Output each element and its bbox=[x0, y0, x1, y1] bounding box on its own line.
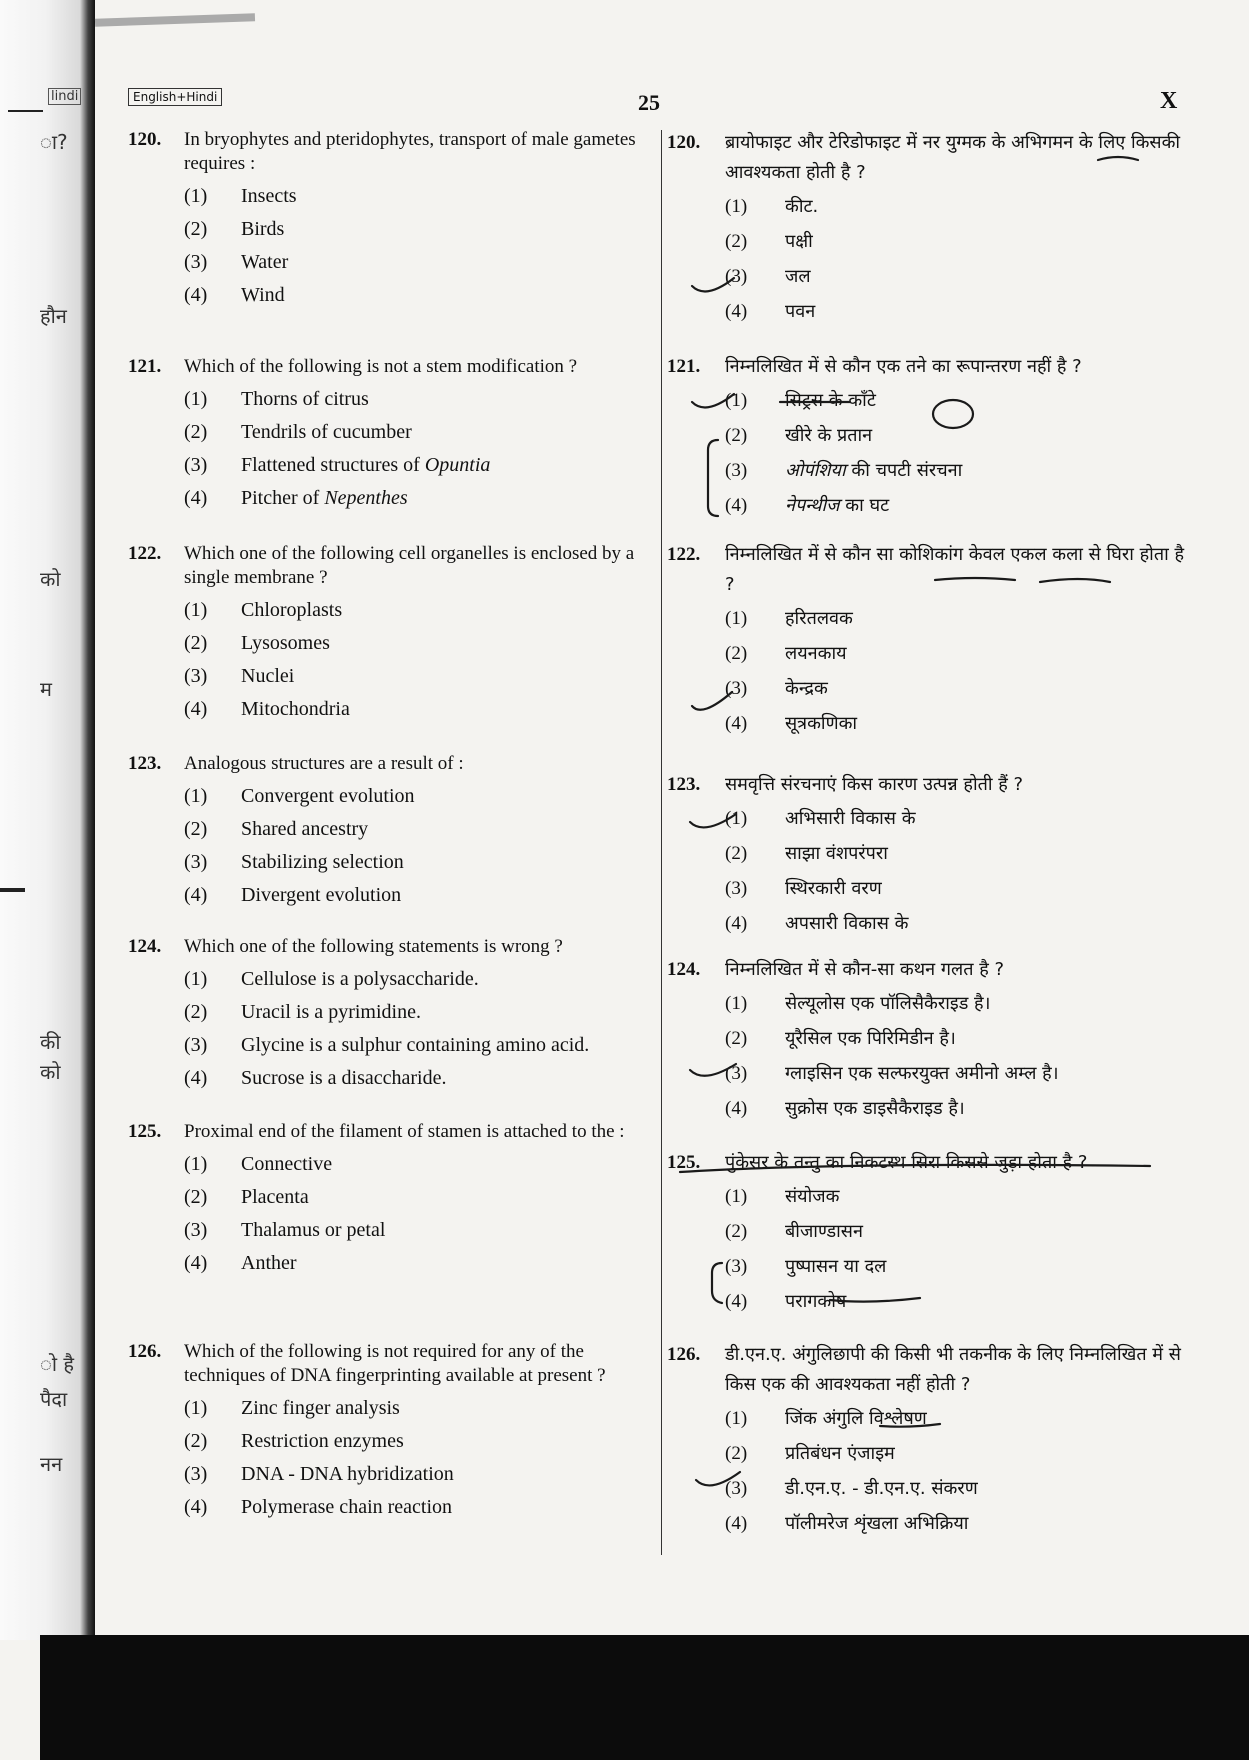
question-text: निम्नलिखित में से कौन सा कोशिकांग केवल एकल कला से घिरा होता है ? bbox=[725, 544, 1185, 595]
option: (3) डी.एन.ए. - डी.एन.ए. संकरण bbox=[725, 1478, 978, 1499]
option: (1) संयोजक bbox=[725, 1186, 840, 1207]
option: (1) Cellulose is a polysaccharide. bbox=[184, 968, 479, 990]
margin-fragment: को bbox=[40, 1060, 61, 1084]
margin-fragment: हौन bbox=[40, 304, 67, 328]
question-number: 126. bbox=[128, 1341, 162, 1362]
question-123-hi bbox=[667, 770, 1187, 946]
question-number: 126. bbox=[667, 1344, 701, 1365]
margin-fragment: म bbox=[40, 677, 52, 701]
option: (3) DNA - DNA hybridization bbox=[184, 1463, 454, 1485]
option: (4) नेपन्थीज का घट bbox=[725, 495, 890, 516]
option: (4) Mitochondria bbox=[184, 698, 350, 720]
option: (3) स्थिरकारी वरण bbox=[725, 878, 882, 899]
option: (4) Sucrose is a disaccharide. bbox=[184, 1067, 447, 1089]
question-121-en bbox=[128, 355, 648, 519]
question-125-hi bbox=[667, 1148, 1187, 1324]
option: (1) सिट्रस के काँटे bbox=[725, 390, 876, 411]
option: (1) अभिसारी विकास के bbox=[725, 808, 916, 829]
option: (2) प्रतिबंधन एंजाइम bbox=[725, 1443, 895, 1464]
option: (1) सेल्यूलोस एक पॉलिसैकैराइड है। bbox=[725, 993, 991, 1014]
question-121-hi bbox=[667, 352, 1187, 528]
option: (3) Nuclei bbox=[184, 665, 295, 687]
scan-bottom-band bbox=[40, 1635, 1249, 1760]
option: (3) केन्द्रक bbox=[725, 678, 828, 699]
question-text: In bryophytes and pteridophytes, transport of male gametes requires : bbox=[184, 129, 636, 174]
option: (3) Glycine is a sulphur containing amino acid. bbox=[184, 1034, 590, 1056]
scan-edge bbox=[95, 13, 255, 27]
option: (1) Chloroplasts bbox=[184, 599, 343, 621]
margin-fragment: की bbox=[40, 1030, 61, 1054]
option: (2) Uracil is a pyrimidine. bbox=[184, 1001, 421, 1023]
question-number: 124. bbox=[667, 959, 701, 980]
margin-fragment: नन bbox=[40, 1452, 63, 1476]
option: (1) जिंक अंगुलि विश्लेषण bbox=[725, 1408, 927, 1429]
question-120-en bbox=[128, 128, 648, 316]
question-number: 121. bbox=[128, 356, 162, 377]
option: (2) बीजाण्डासन bbox=[725, 1221, 863, 1242]
question-text: ब्रायोफाइट और टेरिडोफाइट में नर युग्मक के अभिगमन के लिए किसकी आवश्यकता होती है ? bbox=[725, 132, 1181, 183]
question-number: 120. bbox=[667, 132, 701, 153]
question-number: 121. bbox=[667, 356, 701, 377]
option: (3) पुष्पासन या दल bbox=[725, 1256, 887, 1277]
column-divider bbox=[661, 130, 662, 1555]
question-126-hi bbox=[667, 1340, 1187, 1546]
option: (2) Shared ancestry bbox=[184, 818, 369, 840]
option: (4) सुक्रोस एक डाइसैकैराइड है। bbox=[725, 1098, 965, 1119]
question-text: डी.एन.ए. अंगुलिछापी की किसी भी तकनीक के लिए निम्नलिखित में से किस एक की आवश्यकता नहीं होती ? bbox=[725, 1344, 1181, 1395]
question-number: 125. bbox=[667, 1152, 701, 1173]
question-number: 122. bbox=[667, 544, 701, 565]
option: (1) Thorns of citrus bbox=[184, 388, 369, 410]
margin-fragment: lindi bbox=[48, 88, 81, 105]
option: (1) Zinc finger analysis bbox=[184, 1397, 400, 1419]
option: (2) पक्षी bbox=[725, 231, 813, 252]
option: (3) Flattened structures of Opuntia bbox=[184, 454, 491, 476]
option: (2) Restriction enzymes bbox=[184, 1430, 404, 1452]
option: (4) Polymerase chain reaction bbox=[184, 1496, 453, 1518]
option: (4) Pitcher of Nepenthes bbox=[184, 487, 408, 509]
page-number: 25 bbox=[638, 90, 660, 115]
margin-rule bbox=[8, 110, 43, 112]
margin-fragment: ा? bbox=[40, 130, 68, 154]
question-number: 125. bbox=[128, 1121, 162, 1142]
question-text: Which of the following is not required for any of the techniques of DNA fingerprinting available at present ? bbox=[184, 1341, 606, 1386]
option: (2) Birds bbox=[184, 218, 285, 240]
option: (4) पवन bbox=[725, 301, 816, 322]
language-tag: English+Hindi bbox=[128, 88, 222, 106]
question-text: Proximal end of the filament of stamen is attached to the : bbox=[184, 1121, 625, 1142]
question-text: Which one of the following statements is wrong ? bbox=[184, 936, 563, 957]
margin-rule bbox=[0, 888, 25, 892]
option: (2) खीरे के प्रतान bbox=[725, 425, 873, 446]
option: (4) Anther bbox=[184, 1252, 297, 1274]
margin-fragment: को bbox=[40, 567, 61, 591]
option: (1) Connective bbox=[184, 1153, 333, 1175]
question-text: निम्नलिखित में से कौन एक तने का रूपान्तरण नहीं है ? bbox=[725, 356, 1082, 377]
option: (4) अपसारी विकास के bbox=[725, 913, 909, 934]
option: (1) कीट. bbox=[725, 196, 819, 217]
option: (3) ओपंशिया की चपटी संरचना bbox=[725, 460, 963, 481]
option: (4) Wind bbox=[184, 284, 285, 306]
option: (2) Tendrils of cucumber bbox=[184, 421, 412, 443]
question-120-hi bbox=[667, 128, 1187, 334]
option: (1) Insects bbox=[184, 185, 297, 207]
question-122-en bbox=[128, 542, 648, 730]
option: (3) Thalamus or petal bbox=[184, 1219, 386, 1241]
set-code: X bbox=[1160, 88, 1178, 114]
question-number: 123. bbox=[128, 753, 162, 774]
question-122-hi bbox=[667, 540, 1187, 746]
question-text: समवृत्ति संरचनाएं किस कारण उत्पन्न होती हैं ? bbox=[725, 774, 1024, 795]
option: (2) यूरैसिल एक पिरिमिडीन है। bbox=[725, 1028, 956, 1049]
option: (3) Water bbox=[184, 251, 289, 273]
question-text: निम्नलिखित में से कौन-सा कथन गलत है ? bbox=[725, 959, 1005, 980]
question-124-en bbox=[128, 935, 648, 1099]
question-number: 124. bbox=[128, 936, 162, 957]
option: (2) Lysosomes bbox=[184, 632, 330, 654]
question-text: पुंकेसर के तन्तु का निकटस्थ सिरा किससे जुड़ा होता है ? bbox=[725, 1152, 1088, 1173]
option: (3) Stabilizing selection bbox=[184, 851, 404, 873]
question-number: 123. bbox=[667, 774, 701, 795]
question-text: Which of the following is not a stem modification ? bbox=[184, 356, 578, 377]
option: (4) सूत्रकणिका bbox=[725, 713, 858, 734]
option: (2) Placenta bbox=[184, 1186, 309, 1208]
question-number: 122. bbox=[128, 543, 162, 564]
option: (2) लयनकाय bbox=[725, 643, 847, 664]
option: (4) परागकोष bbox=[725, 1291, 847, 1312]
question-125-en bbox=[128, 1120, 648, 1284]
option: (4) Divergent evolution bbox=[184, 884, 402, 906]
option: (3) ग्लाइसिन एक सल्फरयुक्त अमीनो अम्ल है। bbox=[725, 1063, 1059, 1084]
option: (2) साझा वंशपरंपरा bbox=[725, 843, 888, 864]
question-text: Which one of the following cell organelles is enclosed by a single membrane ? bbox=[184, 543, 635, 588]
option: (4) पॉलीमरेज शृंखला अभिक्रिया bbox=[725, 1513, 969, 1534]
option: (1) Convergent evolution bbox=[184, 785, 415, 807]
question-124-hi bbox=[667, 955, 1187, 1131]
question-123-en bbox=[128, 752, 648, 916]
question-text: Analogous structures are a result of : bbox=[184, 753, 464, 774]
question-126-en bbox=[128, 1340, 648, 1528]
margin-fragment: ो है bbox=[40, 1352, 75, 1376]
margin-fragment: पैदा bbox=[40, 1387, 68, 1411]
question-number: 120. bbox=[128, 129, 162, 150]
option: (1) हरितलवक bbox=[725, 608, 853, 629]
option: (3) जल bbox=[725, 266, 811, 287]
